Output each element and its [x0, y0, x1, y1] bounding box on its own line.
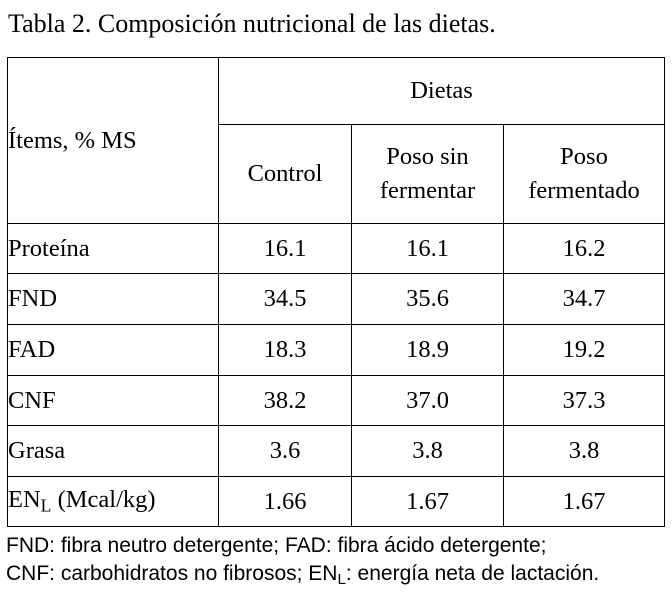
row-label: FAD [8, 325, 219, 376]
cell-value: 19.2 [504, 325, 665, 376]
row-label-rest: (Mcal/kg) [51, 486, 156, 514]
nutrition-table [7, 57, 665, 527]
cell-value: 1.67 [352, 477, 504, 527]
table-row [8, 325, 665, 376]
table-row [8, 426, 665, 477]
cell-value: 16.2 [504, 224, 665, 274]
table-footnote [6, 532, 599, 594]
cell-value: 1.66 [219, 477, 352, 527]
footnote-subscript: L [337, 570, 346, 588]
cell-value: 18.9 [352, 325, 504, 376]
cell-value: 38.2 [219, 376, 352, 426]
row-label: Grasa [8, 426, 219, 477]
cell-value: 3.8 [504, 426, 665, 477]
table-caption: Tabla 2. Composición nutricional de las dietas. [8, 9, 496, 38]
column-header-line: Poso [560, 143, 608, 170]
table-row [8, 274, 665, 325]
row-label [8, 477, 219, 527]
footnote-text: CNF: carbohidratos no fibrosos; EN [6, 562, 338, 585]
row-label: Proteína [8, 224, 219, 274]
footnote-line-1: FND: fibra neutro detergente; FAD: fibra ácido detergente; [6, 534, 547, 557]
row-label-subscript: L [40, 495, 52, 516]
column-header-line: Poso sin [386, 143, 469, 170]
column-header-control [219, 125, 352, 224]
cell-value: 34.7 [504, 274, 665, 325]
row-label-main: EN [8, 486, 41, 514]
cell-value: 16.1 [352, 224, 504, 274]
column-header-poso-fermentado [504, 125, 665, 224]
cell-value: 34.5 [219, 274, 352, 325]
dietas-header: Dietas [219, 58, 665, 125]
table-row [8, 477, 665, 527]
cell-value: 3.8 [352, 426, 504, 477]
column-header-line: fermentado [528, 177, 640, 204]
cell-value: 1.67 [504, 477, 665, 527]
cell-value: 18.3 [219, 325, 352, 376]
row-label: CNF [8, 376, 219, 426]
column-header-poso-sin-fermentar [352, 125, 504, 224]
column-header-line: fermentar [379, 177, 476, 204]
row-label: FND [8, 274, 219, 325]
cell-value: 3.6 [219, 426, 352, 477]
cell-value: 16.1 [219, 224, 352, 274]
table-row [8, 376, 665, 426]
table-row [8, 224, 665, 274]
cell-value: 35.6 [352, 274, 504, 325]
cell-value: 37.0 [352, 376, 504, 426]
column-header-line: Control [247, 160, 323, 187]
items-header: Ítems, % MS [8, 58, 219, 224]
cell-value: 37.3 [504, 376, 665, 426]
footnote-text: : energía neta de lactación. [345, 562, 600, 585]
